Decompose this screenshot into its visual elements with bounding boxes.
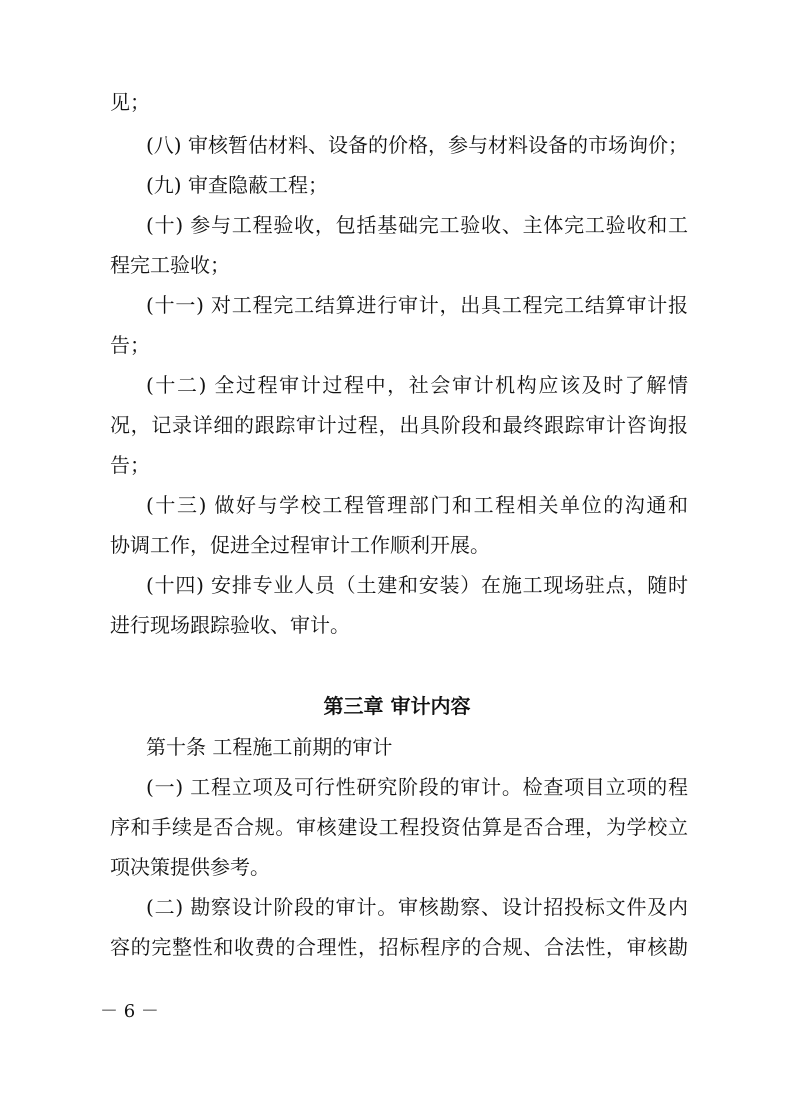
text-line: (十二) 全过程审计过程中，社会审计机构应该及时了解情 bbox=[146, 373, 688, 397]
text-line: 告； bbox=[110, 453, 150, 477]
article-title: 第十条 工程施工前期的审计 bbox=[146, 735, 393, 759]
text-line: 容的完整性和收费的合理性，招标程序的合规、合法性，审核勘 bbox=[110, 935, 688, 959]
text-line: (八) 审核暂估材料、设备的价格，参与材料设备的市场询价； bbox=[146, 133, 688, 157]
text-line: 告； bbox=[110, 333, 150, 357]
text-line: 项决策提供参考。 bbox=[110, 855, 270, 879]
text-line: (十三) 做好与学校工程管理部门和工程相关单位的沟通和 bbox=[146, 493, 688, 517]
text-line: 进行现场跟踪验收、审计。 bbox=[110, 613, 350, 637]
text-line: 程完工验收； bbox=[110, 253, 230, 277]
text-line: 协调工作，促进全过程审计工作顺利开展。 bbox=[110, 533, 490, 557]
text-line: (十一) 对工程完工结算进行审计，出具工程完工结算审计报 bbox=[146, 293, 688, 317]
text-line: 况，记录详细的跟踪审计过程，出具阶段和最终跟踪审计咨询报 bbox=[110, 413, 688, 437]
text-line: 见； bbox=[110, 90, 150, 114]
text-line: (二) 勘察设计阶段的审计。审核勘察、设计招投标文件及内 bbox=[146, 895, 688, 919]
page-number: － 6 － bbox=[100, 1001, 159, 1022]
text-line: (十) 参与工程验收，包括基础完工验收、主体完工验收和工 bbox=[146, 213, 688, 237]
text-line: (九) 审查隐蔽工程； bbox=[146, 173, 328, 197]
text-line: (十四) 安排专业人员（土建和安装）在施工现场驻点，随时 bbox=[146, 573, 688, 597]
chapter-title: 第三章 审计内容 bbox=[323, 694, 471, 718]
text-line: (一) 工程立项及可行性研究阶段的审计。检查项目立项的程 bbox=[146, 775, 688, 799]
text-line: 序和手续是否合规。审核建设工程投资估算是否合理，为学校立 bbox=[110, 815, 688, 839]
